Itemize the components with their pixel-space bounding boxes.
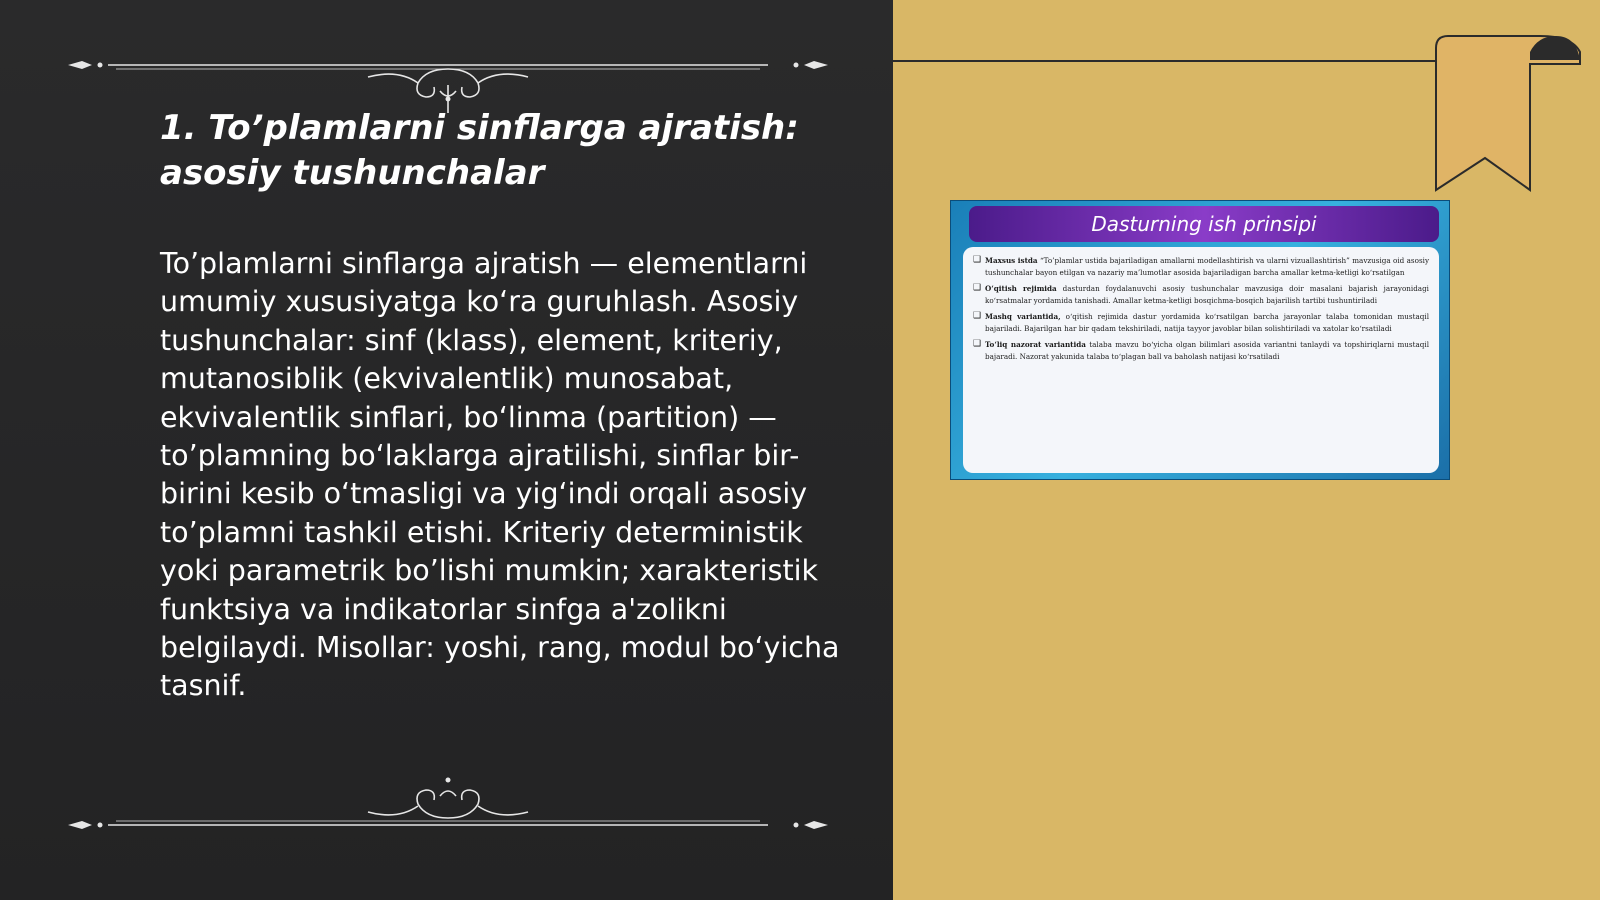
item-term: Maxsus istda <box>985 256 1038 265</box>
ornament-divider-bottom <box>68 770 828 830</box>
list-item <box>973 255 1429 278</box>
list-item <box>973 311 1429 334</box>
item-text: “To’plamlar ustida bajariladigan amallarni modellashtirish va ularni vizuallashtirish” mavzusiga oid asosiy tushunchalar bayon etilgan va nazariy ma’lumotlar asosida bajariladigan barcha amallar ketma-ketligi ko‘rsatilgan <box>985 256 1429 277</box>
list-item <box>973 339 1429 362</box>
checkbox-bullet-icon: ❑ <box>973 311 982 321</box>
item-text: o‘qitish rejimida dastur yordamida ko‘rsatilgan barcha jarayonlar talaba tomonidan mustaqil bajariladi. Bajarilgan har bir qadam tekshiriladi, natija tayyor javoblar bilan solishtiriladi va xatolar ko‘rsatiladi <box>985 312 1429 333</box>
list-item <box>973 283 1429 306</box>
slide-body-text: To’plamlarni sinflarga ajratish — elementlarni umumiy xususiyatga ko‘ra guruhlash. Asosiy tushunchalar: sinf (klass), element, kriteriy, mutanosiblik (ekvivalentlik) munosabat, ekvivalentlik sinflari, bo‘linma (partition) — to’plamning bo‘laklarga ajratilishi, sinflar bir-birini kesib o‘tmasligi va yig‘indi orqali asosiy to’plamni tashkil etishi. Kriteriy deterministik yoki parametrik bo’lishi mumkin; xarakteristik funktsiya va indikatorlar sinfga a'zolikni belgilaydi. Misollar: yoshi, rang, modul bo‘yicha tasnif. <box>160 247 840 703</box>
card-body <box>963 247 1439 473</box>
bookmark-ribbon-icon <box>1430 30 1600 200</box>
checkbox-bullet-icon: ❑ <box>973 283 982 293</box>
checkbox-bullet-icon: ❑ <box>973 339 982 349</box>
item-term: To‘liq nazorat variantida <box>985 340 1086 349</box>
slide-title: 1. To’plamlarni sinflarga ajratish: asosiy tushunchalar <box>160 108 799 193</box>
item-text: talaba mavzu bo‘yicha olgan bilimlari asosida variantni tanlaydi va topshiriqlarni mustaqil bajaradi. Nazorat yakunida talaba to‘plagan ball va baholash natijasi ko‘rsatiladi <box>985 340 1429 361</box>
card-title: Dasturning ish prinsipi <box>969 206 1439 242</box>
program-principle-image <box>950 200 1450 480</box>
checkbox-bullet-icon: ❑ <box>973 255 982 265</box>
item-term: O‘qitish rejimida <box>985 284 1057 293</box>
divider-line <box>893 60 1438 62</box>
item-term: Mashq variantida, <box>985 312 1061 321</box>
item-text: dasturdan foydalanuvchi asosiy tushunchalar mavzusiga doir masalani bajarish jarayonidagi ko‘rsatmalar yordamida tanishadi. Amallar ketma-ketligi bosqichma-bosqich bajarilish tartibi tushuntiriladi <box>985 284 1429 305</box>
